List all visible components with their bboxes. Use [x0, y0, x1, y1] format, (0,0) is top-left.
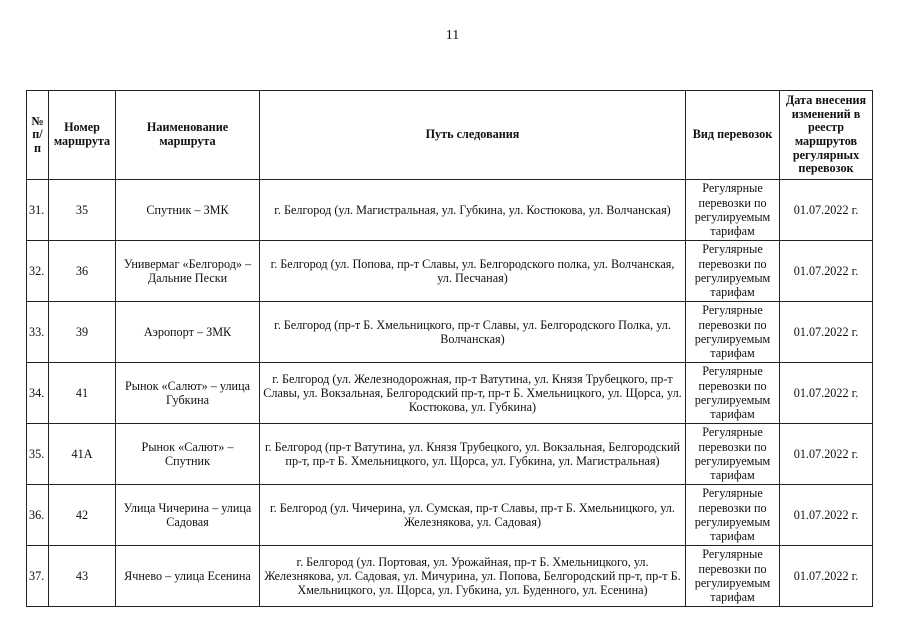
- row-route-name: Улица Чичерина – улица Садовая: [116, 485, 260, 546]
- row-path: г. Белгород (пр-т Ватутина, ул. Князя Трубецкого, ул. Вокзальная, Белгородский пр-т, пр-т Б. Хмельницкого, ул. Щорса, ул. Губкина, ул. Магистральная): [260, 424, 686, 485]
- row-change-date: 01.07.2022 г.: [780, 180, 873, 241]
- row-path: г. Белгород (ул. Магистральная, ул. Губкина, ул. Костюкова, ул. Волчанская): [260, 180, 686, 241]
- row-route-number: 36: [49, 241, 116, 302]
- row-change-date: 01.07.2022 г.: [780, 241, 873, 302]
- header-route-name: Наименование маршрута: [116, 91, 260, 180]
- header-num: № п/п: [27, 91, 49, 180]
- row-path: г. Белгород (ул. Чичерина, ул. Сумская, пр-т Славы, пр-т Б. Хмельницкого, ул. Железнякова, ул. Садовая): [260, 485, 686, 546]
- header-change-date: Дата внесения изменений в реестр маршрутов регулярных перевозок: [780, 91, 873, 180]
- row-num: 32.: [27, 241, 49, 302]
- row-transport-type: Регулярные перевозки по регулируемым тарифам: [686, 363, 780, 424]
- routes-table: [26, 90, 873, 607]
- row-change-date: 01.07.2022 г.: [780, 363, 873, 424]
- page-number: 11: [445, 28, 460, 43]
- table-row: [27, 180, 873, 241]
- row-route-name: Универмаг «Белгород» – Дальние Пески: [116, 241, 260, 302]
- row-path: г. Белгород (ул. Железнодорожная, пр-т Ватутина, ул. Князя Трубецкого, пр-т Славы, ул. Вокзальная, Белгородский пр-т, пр-т Б. Хмельницкого, ул. Щорса, ул. Костюкова, ул. Губкина): [260, 363, 686, 424]
- row-path: г. Белгород (ул. Попова, пр-т Славы, ул. Белгородского полка, ул. Волчанская, ул. Песчаная): [260, 241, 686, 302]
- header-path: Путь следования: [260, 91, 686, 180]
- row-route-number: 39: [49, 302, 116, 363]
- table-row: [27, 363, 873, 424]
- row-transport-type: Регулярные перевозки по регулируемым тарифам: [686, 424, 780, 485]
- row-path: г. Белгород (пр-т Б. Хмельницкого, пр-т Славы, ул. Белгородского Полка, ул. Волчанская): [260, 302, 686, 363]
- row-change-date: 01.07.2022 г.: [780, 546, 873, 607]
- row-route-number: 43: [49, 546, 116, 607]
- table-header-row: [27, 91, 873, 180]
- row-route-number: 35: [49, 180, 116, 241]
- row-route-name: Спутник – ЗМК: [116, 180, 260, 241]
- row-path: г. Белгород (ул. Портовая, ул. Урожайная, пр-т Б. Хмельницкого, ул. Железнякова, ул. Садовая, ул. Мичурина, ул. Попова, Белгородский пр-т, пр-т Б. Хмельницкого, ул. Щорса, ул. Губкина, ул. Буденного, ул. Есенина): [260, 546, 686, 607]
- row-transport-type: Регулярные перевозки по регулируемым тарифам: [686, 241, 780, 302]
- row-route-number: 42: [49, 485, 116, 546]
- row-transport-type: Регулярные перевозки по регулируемым тарифам: [686, 485, 780, 546]
- row-num: 34.: [27, 363, 49, 424]
- row-transport-type: Регулярные перевозки по регулируемым тарифам: [686, 546, 780, 607]
- row-route-name: Аэропорт – ЗМК: [116, 302, 260, 363]
- table-row: [27, 485, 873, 546]
- row-route-number: 41: [49, 363, 116, 424]
- row-transport-type: Регулярные перевозки по регулируемым тарифам: [686, 302, 780, 363]
- row-num: 35.: [27, 424, 49, 485]
- table-row: [27, 302, 873, 363]
- row-change-date: 01.07.2022 г.: [780, 302, 873, 363]
- row-change-date: 01.07.2022 г.: [780, 485, 873, 546]
- header-transport-type: Вид перевозок: [686, 91, 780, 180]
- row-num: 31.: [27, 180, 49, 241]
- row-route-name: Ячнево – улица Есенина: [116, 546, 260, 607]
- header-route-number: Номер маршрута: [49, 91, 116, 180]
- row-change-date: 01.07.2022 г.: [780, 424, 873, 485]
- table-row: [27, 546, 873, 607]
- row-route-number: 41А: [49, 424, 116, 485]
- table-row: [27, 424, 873, 485]
- row-route-name: Рынок «Салют» – улица Губкина: [116, 363, 260, 424]
- row-num: 36.: [27, 485, 49, 546]
- row-num: 33.: [27, 302, 49, 363]
- row-transport-type: Регулярные перевозки по регулируемым тарифам: [686, 180, 780, 241]
- row-num: 37.: [27, 546, 49, 607]
- row-route-name: Рынок «Салют» – Спутник: [116, 424, 260, 485]
- table-row: [27, 241, 873, 302]
